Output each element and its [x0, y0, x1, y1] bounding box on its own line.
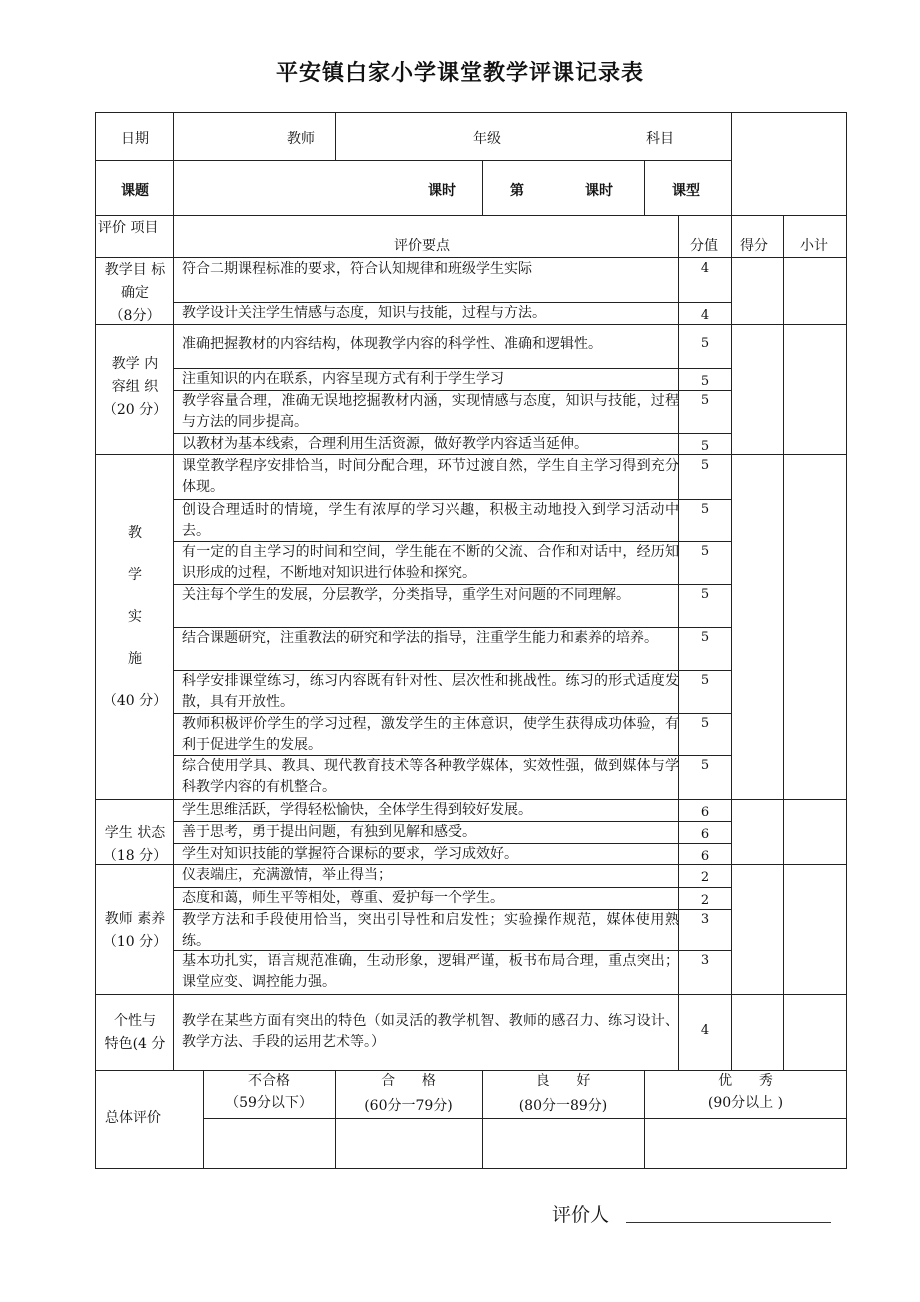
- criterion-text: 以教材为基本线索，合理利用生活资源，做好教学内容适当延伸。: [182, 436, 588, 452]
- section-name-line: （8分）: [109, 308, 161, 324]
- criterion-score: 5: [700, 336, 710, 351]
- criterion-score: 5: [700, 502, 710, 517]
- criterion-score: 5: [700, 758, 710, 773]
- criterion-text: 注重知识的内在联系，内容呈现方式有利于学生学习: [182, 371, 504, 387]
- section-name-line: 学: [128, 567, 142, 583]
- criterion-text: 教师积极评价学生的学习过程，激发学生的主体意识，使学生获得成功体验，有利于促进学生的发展。: [182, 716, 679, 753]
- criterion-score: 5: [700, 439, 710, 454]
- criterion-score: 5: [700, 716, 710, 731]
- criterion-score: 6: [700, 805, 710, 820]
- criterion-score: 5: [700, 393, 710, 408]
- section-name: [96, 523, 174, 712]
- section-name-line: 容组 织: [111, 379, 159, 395]
- criterion-score: 3: [700, 953, 710, 968]
- criterion-text: 学生对知识技能的掌握符合课标的要求，学习成效好。: [182, 846, 518, 862]
- criterion-score: 5: [700, 630, 710, 645]
- criterion-text: 课堂教学程序安排恰当，时间分配合理，环节过渡自然，学生自主学习得到充分体现。: [182, 458, 679, 495]
- subject-label: 科目: [646, 131, 674, 147]
- section-name-line: 教学目 标: [104, 262, 166, 278]
- criterion-text: 符合二期课程标准的要求，符合认知规律和班级学生实际: [182, 261, 532, 277]
- section-name: [96, 908, 174, 954]
- criterion-text: 准确把握教材的内容结构，体现教学内容的科学性、准确和逻辑性。: [182, 336, 602, 352]
- section-name-line: 特色(4 分: [104, 1036, 166, 1052]
- section-name-line: [96, 628, 174, 649]
- overall-label: 总体评价: [105, 1110, 161, 1126]
- grade-range: (80分一89分): [518, 1098, 608, 1114]
- section-name-line: 个性与: [114, 1013, 156, 1029]
- section-name: [96, 822, 174, 868]
- type-label: 课型: [672, 183, 700, 199]
- signer-label: 评价人: [552, 1204, 610, 1226]
- criterion-text: 教学方法和手段使用恰当，突出引导性和启发性；实验操作规范，媒体使用熟练。: [182, 912, 679, 949]
- section-name-line: 教师 素养: [104, 911, 166, 927]
- criterion-score: 6: [700, 849, 710, 864]
- criterion-text: 结合课题研究，注重教法的研究和学法的指导，注重学生能力和素养的培养。: [182, 630, 658, 646]
- period-suffix: 课时: [585, 183, 613, 199]
- col-item: 评价 项目: [98, 220, 159, 236]
- criterion-score: 4: [700, 308, 710, 323]
- criterion-score: 2: [700, 893, 710, 908]
- grade-name: 合 格: [381, 1073, 436, 1089]
- page-title: 平安镇白家小学课堂教学评课记录表: [275, 61, 644, 86]
- col-subtotal: 小计: [800, 238, 828, 254]
- criterion-score: 5: [700, 587, 710, 602]
- section-name-line: （20 分）: [102, 402, 168, 418]
- criterion-text: 科学安排课堂练习，练习内容既有针对性、层次性和挑战性。练习的形式适度发散，具有开放性。: [182, 673, 679, 710]
- grade-range: (60分一79分): [364, 1098, 453, 1114]
- criterion-score: 5: [700, 544, 710, 559]
- criterion-text: 教学在某些方面有突出的特色（如灵活的教学机智、教师的感召力、练习设计、教学方法、手段的运用艺术等。）: [182, 1013, 679, 1050]
- criterion-score: 6: [700, 827, 710, 842]
- criterion-text: 教学设计关注学生情感与态度，知识与技能，过程与方法。: [182, 305, 546, 321]
- criterion-score: 2: [700, 870, 710, 885]
- col-got: 得分: [740, 238, 768, 254]
- grade-name: 良 好: [535, 1073, 591, 1089]
- section-name-line: （18 分）: [102, 848, 168, 864]
- grade-range: （59分以下）: [225, 1095, 313, 1111]
- section-name-line: 施: [128, 651, 142, 667]
- criterion-text: 善于思考，勇于提出问题，有独到见解和感受。: [182, 824, 476, 840]
- section-name: [96, 353, 174, 422]
- criterion-score: 5: [700, 673, 710, 688]
- criterion-score: 4: [700, 261, 710, 276]
- section-name-line: 学生 状态: [104, 825, 166, 841]
- section-name: [96, 1010, 174, 1056]
- topic-label: 课题: [121, 183, 149, 199]
- section-name-line: （40 分）: [102, 693, 168, 709]
- section-name-line: [96, 586, 174, 607]
- criterion-text: 态度和蔼，师生平等相处，尊重、爱护每一个学生。: [182, 890, 504, 906]
- period-label: 课时: [428, 183, 456, 199]
- date-label: 日期: [121, 131, 149, 147]
- teacher-label: 教师: [287, 131, 315, 147]
- grade-name: 优 秀: [718, 1073, 773, 1089]
- criterion-score: 3: [700, 912, 710, 927]
- signature-line[interactable]: [626, 1222, 831, 1223]
- criterion-score: 4: [700, 1023, 710, 1038]
- section-name-line: [96, 544, 174, 565]
- period-prefix: 第: [510, 183, 524, 199]
- criterion-score: 5: [700, 374, 710, 389]
- section-name-line: （10 分）: [102, 934, 168, 950]
- criterion-text: 创设合理适时的情境，学生有浓厚的学习兴趣，积极主动地投入到学习活动中去。: [182, 502, 679, 539]
- section-name-line: 教: [128, 525, 142, 541]
- criterion-text: 仪表端庄，充满激情，举止得当；: [182, 867, 392, 883]
- criterion-text: 学生思维活跃，学得轻松愉快，全体学生得到较好发展。: [182, 802, 532, 818]
- criterion-score: 5: [700, 458, 710, 473]
- grade-name: 不合格: [248, 1073, 290, 1089]
- criterion-text: 关注每个学生的发展，分层教学，分类指导，重学生对问题的不同理解。: [182, 587, 630, 603]
- section-name-line: [96, 670, 174, 691]
- grade-range: (90分以上 ): [707, 1095, 784, 1111]
- criterion-text: 教学容量合理，准确无误地挖掘教材内涵，实现情感与态度，知识与技能，过程与方法的同步提高。: [182, 393, 679, 430]
- section-name-line: 确定: [121, 285, 149, 301]
- section-name: [96, 259, 174, 328]
- criterion-text: 有一定的自主学习的时间和空间，学生能在不断的父流、合作和对话中，经历知识形成的过程，不断地对知识进行体验和探究。: [182, 544, 679, 581]
- criterion-text: 综合使用学具、教具、现代教育技术等各种教学媒体，实效性强，做到媒体与学科教学内容的有机整合。: [182, 758, 679, 795]
- section-name-line: 教学 内: [111, 356, 159, 372]
- col-score: 分值: [690, 238, 718, 254]
- col-points: 评价要点: [394, 238, 450, 254]
- criterion-text: 基本功扎实，语言规范准确，生动形象，逻辑严谨，板书布局合理，重点突出；课堂应变、调控能力强。: [182, 953, 679, 990]
- section-name-line: 实: [128, 609, 142, 625]
- grade-label: 年级: [473, 131, 501, 147]
